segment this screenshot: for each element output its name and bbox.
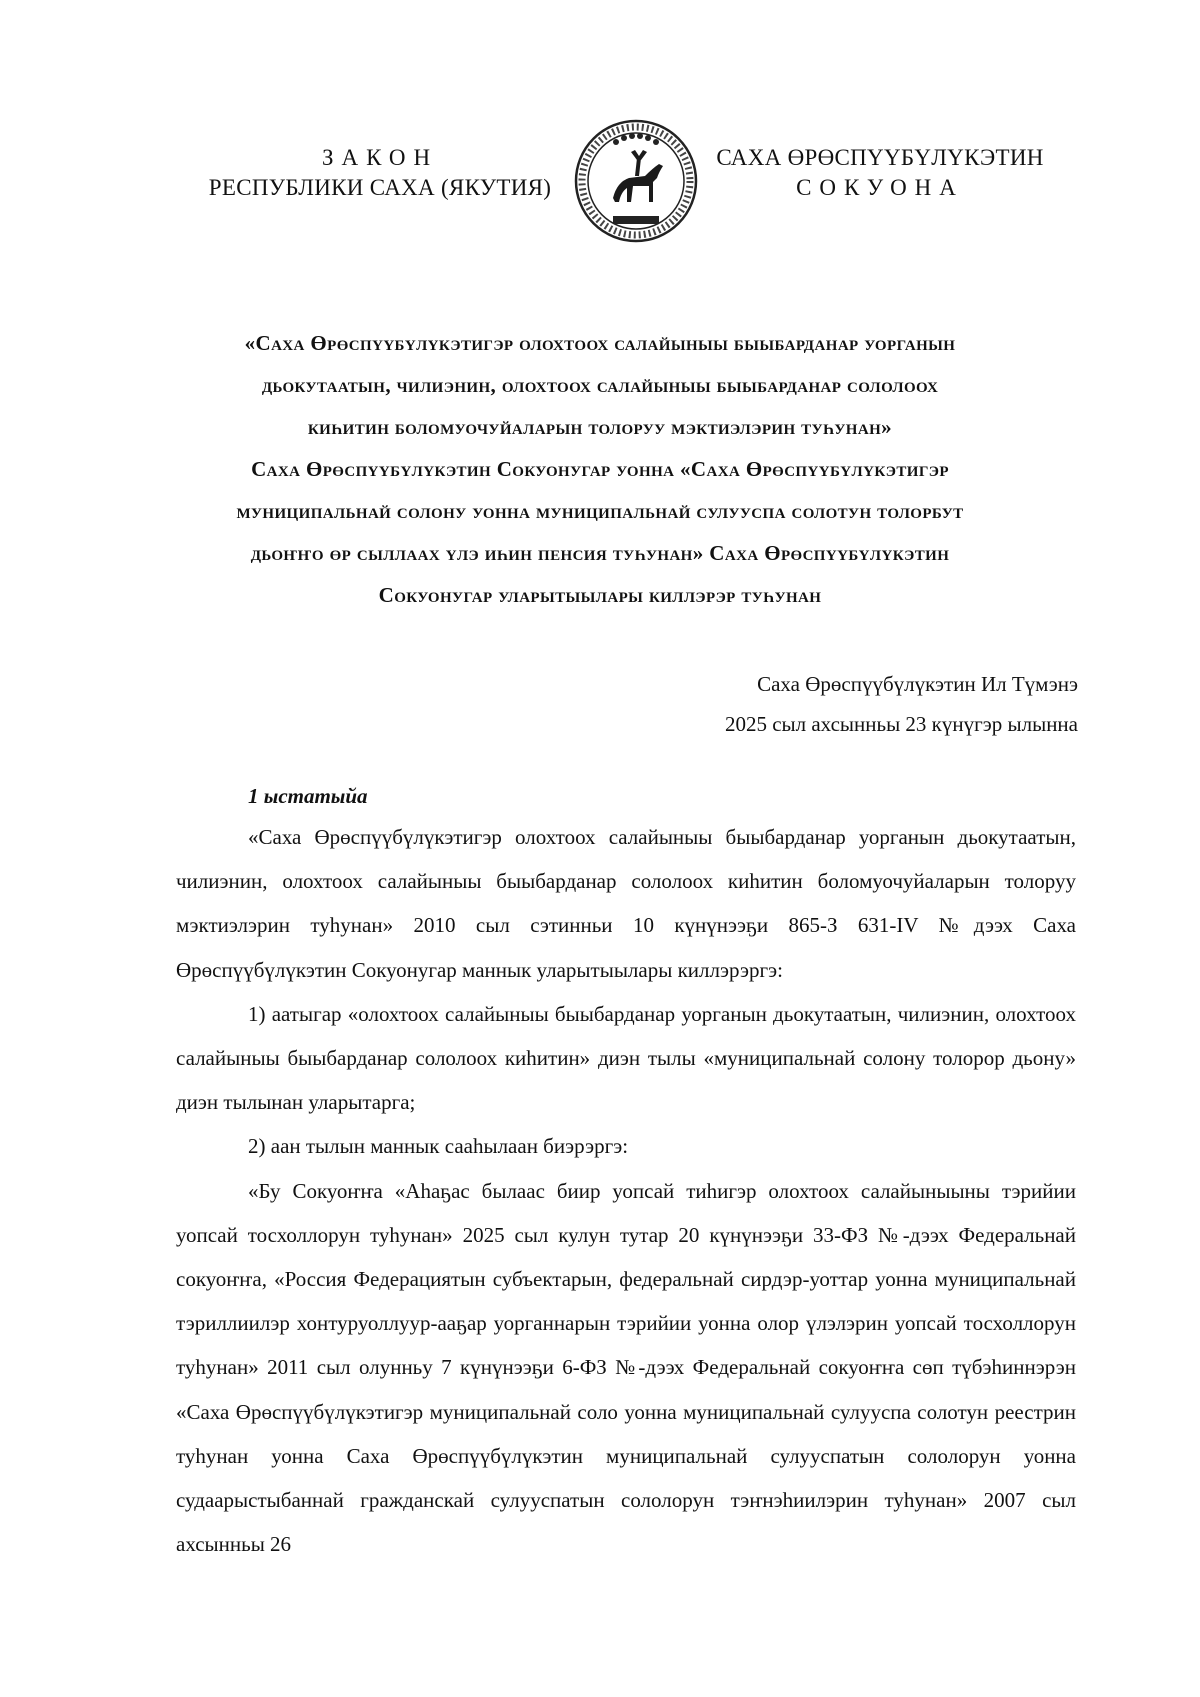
adopting-body: Саха Өрөспүүбүлүкэтин Ил Түмэнэ bbox=[757, 672, 1078, 696]
article-paragraph: «Саха Өрөспүүбүлүкэтигэр олохтоох салайыныы быыбарданар уорганын дьокутаатын, чилиэнин, олохтоох салайыныы быыбарданар сололоох киһитин боломуочуйаларын толоруу мэктиэлэрин туһунан» 2010 сыл сэтинньи 10 күнүнээҕи 865-З 631-IV №дээх Саха Өрөспүүбүлүкэтин Сокуонугар маннык уларытыылары киллэрэргэ: bbox=[176, 825, 1076, 982]
article-body bbox=[176, 815, 1076, 1566]
republic-name-sakha: САХА ӨРӨСПҮҮБҮЛҮКЭТИН bbox=[716, 145, 1044, 170]
adoption-block bbox=[725, 664, 1078, 744]
article-paragraph: 2) аан тылын маннык сааһылаан биэрэргэ: bbox=[248, 1134, 629, 1159]
coat-of-arms-seal-icon bbox=[573, 118, 699, 244]
header-right-sakha bbox=[710, 143, 1050, 203]
article-paragraph: «Бу Сокуоҥҥа «Аһаҕас былаас биир уопсай тиһигэр олохтоох салайыныыны тэрийии уопсай тосхоллорун туһунан» 2025 сыл кулун тутар 20 күнүнээҕи 33-ФЗ №-дээх Федеральнай сокуоҥҥа, «Россия Федерациятын субъектарын, федеральнай сирдэр-уоттар уонна муниципальнай тэриллиилэр хонтуруоллуур-ааҕар уорганнарын тэрийии уонна олор үлэлэрин уопсай тосхоллорун туһунан» 2011 сыл олунньу 7 күнүнээҕи 6-ФЗ №-дээх Федеральнай сокуоҥҥа сөп түбэһиннэрэн «Саха Өрөспүүбүлүкэтигэр муниципальнай соло уонна муниципальнай сулууспа солотун реестрин туһунан уонна Саха Өрөспүүбүлүкэтин муниципальнай сулууспатын сололорун уонна судаарыстыбаннай гражданскай сулууспатын сололорун тэҥнэһиилэрин туһунан» 2007 сыл ахсынньы 26 bbox=[176, 1178, 1076, 1557]
article-paragraph: 1) аатыгар «олохтоох салайыныы быыбарданар уорганын дьокутаатын, чилиэнин, олохтоох салайыныы быыбарданар сололоох киһитин» диэн тылы «муниципальнай солону толорор дьону» диэн тылынан уларытарга; bbox=[176, 1001, 1076, 1115]
article-heading: 1 ыстатыйа bbox=[248, 784, 368, 808]
title-line: киһитин боломуочуйаларын толоруу мэктиэлэрин туһунан» bbox=[307, 415, 893, 439]
title-line: дьоҥҥо өр сыллаах үлэ иһин пенсия туһунан» Саха Өрөспүүбүлүкэтин bbox=[250, 541, 950, 565]
header-left-russian bbox=[200, 143, 560, 203]
adoption-date: 2025 сыл ахсынньы 23 күнүгэр ылынна bbox=[724, 712, 1078, 736]
title-line: дьокутаатын, чилиэнин, олохтоох салайыныы быыбарданар сололоох bbox=[261, 373, 939, 397]
title-line: муниципальнай солону уонна муниципальнай сулууспа солотун толорбут bbox=[236, 499, 964, 523]
law-title bbox=[172, 322, 1028, 616]
title-line: «Саха Өрөспүүбүлүкэтигэр олохтоох салайыныы быыбарданар уорганын bbox=[244, 331, 956, 355]
title-line: Сокуонугар уларытыылары киллэрэр туһунан bbox=[378, 583, 822, 607]
law-label-russian: ЗАКОН bbox=[321, 145, 439, 170]
law-label-sakha: СОКУОНА bbox=[796, 175, 964, 200]
republic-name-russian: РЕСПУБЛИКИ САХА (ЯКУТИЯ) bbox=[208, 175, 552, 200]
title-line: Саха Өрөспүүбүлүкэтин Сокуонугар уонна «Саха Өрөспүүбүлүкэтигэр bbox=[251, 457, 949, 481]
